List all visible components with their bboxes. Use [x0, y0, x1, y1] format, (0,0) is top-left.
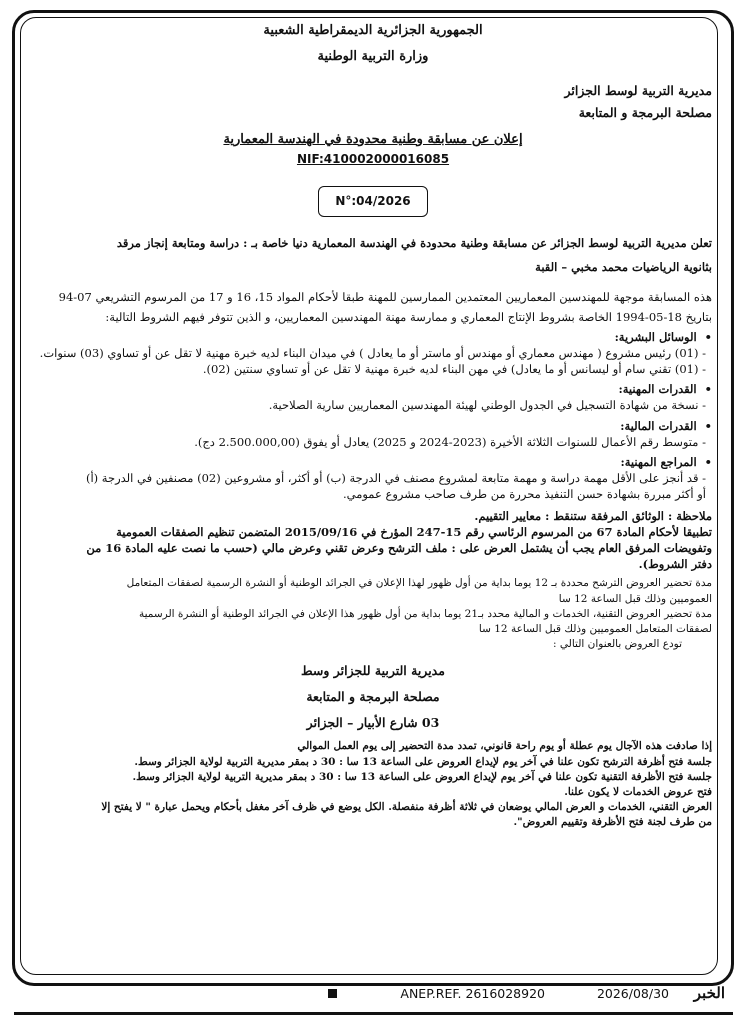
footer [190, 986, 725, 1006]
publication-date: 2026/08/30 [596, 986, 669, 1001]
text-line: مدة تحضير العروض الترشح محددة بـ 12 يوما بداية من أول ظهور لهذا الإعلان في الجرائد الوطنية أو النشرة الرسمية لصفقات المتعامل [126, 577, 712, 590]
eligibility-paragraph [34, 289, 712, 325]
address-line: 03 شارع الأبيار – الجزائر [306, 714, 440, 730]
text-line: من طرف لجنة فتح الأظرفة وتقييم العروض". [513, 816, 712, 829]
section-human-resources: • الوسائل البشرية: [34, 329, 712, 345]
text-line: العرض التقني، الخدمات و العرض المالي يوضعان في ثلاثة أظرفة منفصلة. الكل يوضع في ظرف آخر مغفل بأحكام ويحمل عبارة " لا يفتح إلا [101, 801, 712, 814]
submission-address [34, 658, 712, 735]
intro-paragraph [34, 235, 712, 275]
list-item: - متوسط رقم الأعمال للسنوات الثلاثة الأخيرة (2023-2024 و 2025) يعادل أو يفوق (2.500.000,00 دج). [194, 434, 706, 449]
section-financial-capacity: • القدرات المالية: [34, 418, 712, 434]
announcement-number: N°:04/2026 [318, 186, 428, 217]
text-line: العموميين وذلك قبل الساعة 12 سا [558, 592, 712, 605]
text-line: فتح عروض الخدمات لا يكون علنا. [564, 785, 712, 798]
republic-header: الجمهورية الجزائرية الديمقراطية الشعبية [263, 23, 483, 38]
section-professional-references: • المراجع المهنية: [34, 454, 712, 470]
intro-line: بثانوية الرياضيات محمد مخبي – القبة [535, 259, 712, 274]
note-line: ملاحظة : الوثائق المرفقة ستنقط : معايير التقييم. [474, 508, 712, 523]
nif-number: NIF:410002000016085 [296, 152, 450, 167]
list-item-continuation: أو أكثر مبررة بشهادة حسن التنفيذ محررة من طرف صاحب مشروع عمومي. [342, 486, 706, 501]
square-bullet-icon [328, 989, 337, 998]
text-line: بتاريخ 18-05-1994 الخاصة بشروط الإنتاج المعماري و ممارسة مهنة المهندسين المعماريين، و الذين تتوفر فيهم الشروط التالية: [105, 309, 712, 324]
text-line: هذه المسابقة موجهة للمهندسين المعماريين المعتمدين الممارسين للمهنة طبقا لأحكام المواد 15، 16 و 17 من المرسوم التشريعي 07-94 [58, 289, 712, 304]
announcement-title: إعلان عن مسابقة وطنية محدودة في الهندسة المعمارية [223, 131, 523, 147]
text-line: تودع العروض بالعنوان التالي : [553, 638, 682, 651]
directorate-name: مديرية التربية لوسط الجزائر [564, 83, 712, 99]
text-line: وتفويضات المرفق العام يجب أن يشتمل العرض على : ملف الترشح وعرض تقني وعرض مالي (حسب ما نصت عليه المادة 16 من [86, 541, 712, 556]
directorate-block [34, 80, 712, 123]
deadline-paragraph [34, 576, 712, 652]
text-line: مدة تحضير العروض التقنية، الخدمات و المالية محدد بـ21 يوما بداية من أول ظهور هذا الإعلان في الجرائد الوطنية أو النشرة الرسمية [138, 607, 712, 620]
address-line: مديرية التربية للجزائر وسط [301, 663, 445, 679]
newspaper-logo: الخبر [693, 984, 725, 1002]
list-item: - (01) رئيس مشروع ( مهندس معماري أو مهندس أو ماستر أو ما يعادل ) في ميدان البناء لديه خبرة مهنية لا تقل عن أو تساوي (03) سنوات. [39, 346, 706, 361]
ministry-header: وزارة التربية الوطنية [317, 49, 429, 65]
intro-line: تعلن مديرية التربية لوسط الجزائر عن مسابقة وطنية محدودة في الهندسة المعمارية دنيا خاصة بـ : دراسة ومتابعة إنجاز مرقد [116, 235, 712, 250]
footer-rule [14, 1012, 733, 1015]
text-line: جلسة فتح الأظرفة التقنية تكون علنا في آخر يوم لإيداع العروض على الساعة 13 سا : 30 د بمقر مديرية التربية لولاية الجزائر وسط. [132, 770, 712, 783]
announcement-document [34, 22, 712, 972]
text-line: لصفقات المتعامل العموميين وذلك قبل الساعة 12 سا [478, 623, 712, 635]
list-item: - نسخة من شهادة التسجيل في الجدول الوطني لهيئة المهندسين المعماريين سارية الصلاحية. [268, 398, 706, 413]
list-item: - قد أنجز على الأقل مهمة دراسة و مهمة متابعة لمشروع مصنف في الدرجة (ب) أو أكثر، أو مشروعين (02) مصنفين في الدرجة (أ) [85, 470, 706, 485]
address-line: مصلحة البرمجة و المتابعة [306, 689, 440, 705]
legal-paragraph [34, 524, 712, 572]
closing-paragraph [34, 739, 712, 830]
anep-reference: ANEP.REF. 2616028920 [400, 986, 545, 1001]
text-line: جلسة فتح أظرفة الترشح تكون علنا في آخر يوم لإيداع العروض على الساعة 13 سا : 30 د بمقر مديرية التربية لولاية الجزائر وسط. [134, 755, 712, 768]
text-line: دفتر الشروط). [638, 557, 712, 572]
text-line: تطبيقا لأحكام المادة 67 من المرسوم الرئاسي رقم 15-247 المؤرخ في 2015/09/16 المتضمن تنظيم الصفقات العمومية [116, 525, 712, 540]
section-professional-capacity: • القدرات المهنية: [34, 381, 712, 397]
service-name: مصلحة البرمجة و المتابعة [578, 104, 712, 120]
text-line: إذا صادفت هذه الآجال يوم عطلة أو يوم راحة قانوني، تمدد مدة التحضير إلى يوم العمل الموالي [297, 740, 712, 753]
list-item: - (01) تقني سام أو ليسانس أو ما يعادل) في مهن البناء لديه خبرة مهنية لا تقل عن أو تساوي سنتين (02). [202, 362, 706, 377]
